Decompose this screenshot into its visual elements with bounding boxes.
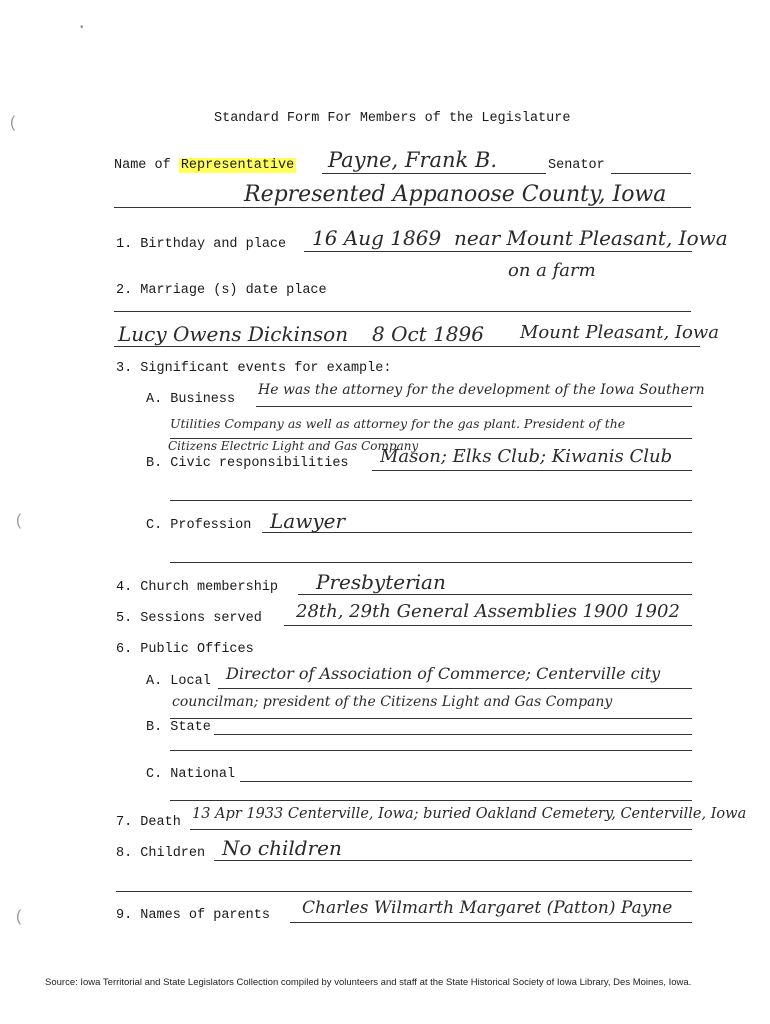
source-caption: Source: Iowa Territorial and State Legislators Collection compiled by volunteers and staff at the State Historical Society of Iowa Library, Des Moines, Iowa. (45, 977, 692, 988)
name-of-label (114, 158, 296, 173)
scan-speck: ( (10, 114, 16, 131)
sessions-line (284, 625, 692, 626)
national-line-1 (240, 781, 692, 782)
senator-line (611, 173, 691, 174)
children-label: 8. Children (116, 846, 206, 861)
birthday-label: 1. Birthday and place (116, 237, 287, 252)
business-line-1 (256, 406, 692, 407)
sessions-label: 5. Sessions served (116, 611, 262, 626)
handwritten-marriage-place: Mount Pleasant, Iowa (520, 322, 719, 343)
children-line-2 (116, 891, 692, 892)
marriage-line-1 (114, 311, 691, 312)
business-label: A. Business (146, 392, 236, 407)
handwritten-business-1: He was the attorney for the development of the Iowa Southern (258, 382, 705, 398)
handwritten-represented: Represented Appanoose County, Iowa (244, 182, 667, 207)
local-line-1 (218, 688, 692, 689)
offices-label: 6. Public Offices (116, 642, 254, 657)
handwritten-spouse: Lucy Owens Dickinson (118, 322, 349, 346)
church-line (298, 594, 692, 595)
handwritten-sessions: 28th, 29th General Assemblies 1900 1902 (296, 601, 680, 622)
death-line (190, 829, 692, 830)
local-line-2 (170, 718, 692, 719)
national-line-2 (170, 800, 692, 801)
handwritten-business-3: Citizens Electric Light and Gas Company (168, 439, 419, 453)
marriage-line-2 (114, 346, 700, 347)
profession-label: C. Profession (146, 518, 252, 533)
profession-line-2 (170, 562, 692, 563)
handwritten-local-1: Director of Association of Commerce; Centerville city (226, 664, 661, 683)
handwritten-profession: Lawyer (270, 509, 346, 533)
civic-line-2 (170, 500, 692, 501)
representative-highlight: Representative (180, 158, 295, 173)
handwritten-birthplace-2: on a farm (508, 260, 596, 281)
civic-label: B. Civic responsibilities (146, 456, 349, 471)
state-line-1 (214, 734, 692, 735)
handwritten-parents: Charles Wilmarth Margaret (Patton) Payne (302, 898, 673, 918)
handwritten-birthplace: near Mount Pleasant, Iowa (454, 226, 728, 250)
state-line-2 (170, 750, 692, 751)
events-label: 3. Significant events for example: (116, 361, 392, 376)
parents-label: 9. Names of parents (116, 908, 270, 923)
senator-label: Senator (548, 158, 605, 173)
represented-line (114, 207, 691, 208)
name-of-text: Name of (114, 158, 171, 173)
handwritten-local-2: councilman; president of the Citizens Light and Gas Company (172, 694, 613, 710)
handwritten-death: 13 Apr 1933 Centerville, Iowa; buried Oakland Cemetery, Centerville, Iowa (192, 806, 747, 822)
scan-speck: ( (16, 512, 22, 529)
birthday-line (304, 251, 692, 252)
handwritten-business-2: Utilities Company as well as attorney for the gas plant. President of the (170, 416, 626, 431)
national-label: C. National (146, 767, 236, 782)
scan-speck: • (80, 22, 84, 33)
scan-speck: ( (16, 908, 22, 925)
state-label: B. State (146, 720, 211, 735)
handwritten-church: Presbyterian (316, 570, 446, 594)
handwritten-birthday: 16 Aug 1869 (312, 226, 442, 250)
handwritten-name: Payne, Frank B. (328, 148, 498, 172)
parents-line (290, 922, 692, 923)
name-line (322, 173, 546, 174)
church-label: 4. Church membership (116, 580, 279, 595)
marriage-label: 2. Marriage (s) date place (116, 283, 327, 298)
handwritten-civic: Mason; Elks Club; Kiwanis Club (380, 446, 673, 467)
form-title: Standard Form For Members of the Legislature (214, 111, 571, 126)
handwritten-children: No children (222, 836, 342, 860)
death-label: 7. Death (116, 815, 181, 830)
civic-line-1 (372, 470, 692, 471)
children-line-1 (214, 860, 692, 861)
handwritten-marriage-date: 8 Oct 1896 (372, 322, 484, 346)
local-label: A. Local (146, 674, 211, 689)
